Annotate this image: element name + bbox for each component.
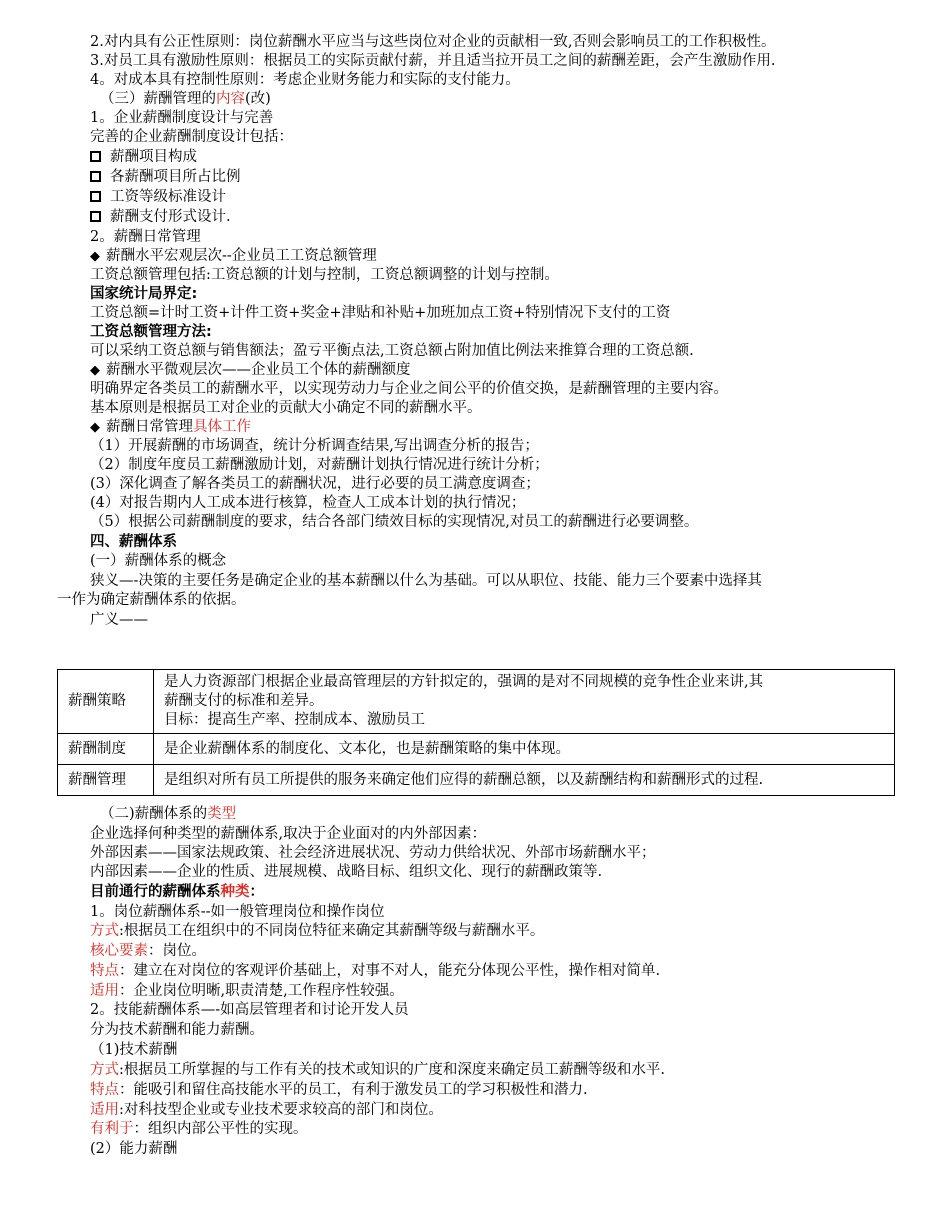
body-text: 内部因素——企业的性质、进展规模、战略目标、组织文化、现行的薪酬政策等. — [90, 864, 603, 880]
subsection-heading: (2）能力薪酬 — [90, 1141, 178, 1157]
table-value-line: 薪酬支付的标准和差异。 — [164, 693, 324, 709]
body-text: 工资总额=计时工资+计件工资+奖金+津贴和补贴+加班加点工资+特别情况下支付的工资 — [90, 305, 671, 321]
body-text: 工资总额管理包括:工资总额的计划与控制，工资总额调整的计划与控制。 — [90, 267, 559, 283]
subsection-1: 1。企业薪酬制度设计与完善 — [90, 110, 274, 126]
diamond-bullet-icon: ◆ — [90, 249, 100, 264]
diamond-item — [90, 247, 377, 266]
body-text: 广义—— — [90, 612, 148, 628]
body-text: 1。岗位薪酬体系--如一般管理岗位和操作岗位 — [90, 904, 385, 920]
body-text: 企业选择何种类型的薪酬体系,取决于企业面对的内外部因素： — [90, 826, 487, 842]
section-3-heading — [100, 90, 271, 109]
labeled-line — [90, 1061, 665, 1080]
heading-note: (改) — [245, 91, 271, 107]
heading-text: （二)薪酬体系的 — [100, 806, 208, 822]
field-label: 有利于 — [90, 1121, 134, 1137]
diamond-item-label: 薪酬日常管理 — [106, 419, 193, 435]
field-text: ：能吸引和留住高技能水平的员工，有利于激发员工的学习积极性和潜力. — [119, 1082, 588, 1098]
list-item — [90, 148, 197, 167]
checkbox-square-icon — [90, 171, 101, 182]
table-row — [58, 765, 895, 796]
field-text: :根据员工所掌握的与工作有关的技术或知识的广度和深度来确定员工薪酬等级和水平. — [119, 1062, 665, 1078]
body-text: 明确界定各类员工的薪酬水平，以实现劳动力与企业之间公平的价值交换，是薪酬管理的主要内容。 — [90, 381, 728, 397]
checkbox-square-icon — [90, 211, 101, 222]
checkbox-square-icon — [90, 191, 101, 202]
labeled-line — [90, 1101, 443, 1120]
table-value: 是企业薪酬体系的制度化、文本化，也是薪酬策略的集中体现。 — [154, 734, 895, 765]
field-label: 适用 — [90, 1102, 119, 1118]
body-text: 可以采纳工资总额与销售额法；盈亏平衡点法,工资总额占附加值比例法来推算合理的工资总额. — [90, 343, 694, 359]
task-item: (3）深化调查了解各类员工的薪酬状况，进行必要的员工满意度调查； — [90, 476, 540, 492]
body-text: 外部因素——国家法规政策、社会经济进展状况、劳动力供给状况、外部市场薪酬水平； — [90, 845, 656, 861]
field-text: :根据员工在组织中的不同岗位特征来确定其薪酬等级与薪酬水平。 — [119, 923, 545, 939]
field-text: ：企业岗位明晰,职责清楚,工作程序性较强。 — [119, 983, 404, 999]
list-item-label: 薪酬项目构成 — [110, 149, 197, 165]
principle-cost: 4。对成本具有控制性原则：考虑企业财务能力和实际的支付能力。 — [90, 72, 520, 88]
body-text: 分为技术薪酬和能力薪酬。 — [90, 1022, 264, 1038]
bold-heading: 国家统计局界定: — [90, 286, 198, 302]
field-label: 核心要素 — [90, 943, 148, 959]
intro-text: 完善的企业薪酬制度设计包括： — [90, 129, 293, 145]
task-item: （2）制度年度员工薪酬激励计划，对薪酬计划执行情况进行统计分析； — [90, 457, 549, 473]
table-value-line: 目标：提高生产率、控制成本、激励员工 — [164, 712, 425, 728]
field-text: ：建立在对岗位的客观评价基础上，对事不对人，能充分体现公平性，操作相对简单. — [119, 963, 661, 979]
table-value — [154, 670, 895, 734]
diamond-item — [90, 361, 411, 380]
diamond-item — [90, 418, 251, 437]
highlight-text: 种类 — [220, 884, 250, 900]
list-item — [90, 168, 241, 187]
list-item-label: 各薪酬项目所占比例 — [110, 169, 241, 185]
labeled-line — [90, 942, 206, 961]
labeled-line — [90, 982, 404, 1001]
labeled-line — [90, 922, 544, 941]
body-text: 基本原则是根据员工对企业的贡献大小确定不同的薪酬水平。 — [90, 400, 482, 416]
body-text: 2。技能薪酬体系—-如高层管理者和讨论开发人员 — [90, 1002, 409, 1018]
diamond-bullet-icon: ◆ — [90, 420, 100, 435]
subsection-heading: (一）薪酬体系的概念 — [90, 553, 227, 569]
table-row — [58, 734, 895, 765]
subsection-2: 2。薪酬日常管理 — [90, 229, 201, 245]
body-text: 一作为确定薪酬体系的依据。 — [57, 592, 246, 608]
field-text: ：岗位。 — [148, 943, 206, 959]
table-key: 薪酬管理 — [58, 765, 154, 796]
table-key: 薪酬制度 — [58, 734, 154, 765]
field-label: 方式 — [90, 923, 119, 939]
field-text: ：组织内部公平性的实现。 — [133, 1121, 308, 1137]
task-item: （1）开展薪酬的市场调查，统计分析调查结果,写出调查分析的报告； — [90, 438, 539, 454]
salary-concept-table — [57, 669, 895, 796]
table-value-line: 是人力资源部门根据企业最高管理层的方针拟定的，强调的是对不同规模的竞争性企业来讲,其 — [164, 674, 764, 690]
heading-text: （三）薪酬管理的 — [100, 91, 216, 107]
field-label: 适用 — [90, 983, 119, 999]
field-label: 特点 — [90, 1082, 119, 1098]
diamond-item-label: 薪酬水平宏观层次--企业员工工资总额管理 — [106, 248, 377, 264]
field-text: :对科技型企业或专业技术要求较高的部门和岗位。 — [119, 1102, 443, 1118]
heading-text: 目前通行的薪酬体系 — [90, 884, 221, 900]
principle-fairness: 2.对内具有公正性原则：岗位薪酬水平应当与这些岗位对企业的贡献相一致,否则会影响员工的工作积极性。 — [90, 34, 776, 50]
heading-colon: ： — [249, 884, 264, 900]
principle-incentive: 3.对员工具有激励性原则：根据员工的实际贡献付薪，并且适当拉开员工之间的薪酬差距，会产生激励作用. — [90, 53, 776, 69]
checkbox-square-icon — [90, 151, 101, 162]
list-item-label: 工资等级标准设计 — [110, 189, 226, 205]
diamond-item-label: 薪酬水平微观层次——企业员工个体的薪酬额度 — [106, 362, 411, 378]
highlight-text: 内容 — [216, 91, 245, 107]
diamond-bullet-icon: ◆ — [90, 363, 100, 378]
subsection-heading — [100, 805, 236, 824]
body-text: 狭义—-决策的主要任务是确定企业的基本薪酬以什么为基础。可以从职位、技能、能力三个要素中选择其 — [90, 573, 762, 589]
labeled-line — [90, 962, 660, 981]
bold-heading — [90, 883, 264, 902]
highlight-text: 类型 — [207, 806, 237, 822]
highlight-text: 具体工作 — [193, 419, 251, 435]
list-item — [90, 188, 226, 207]
bold-heading: 工资总额管理方法: — [90, 324, 212, 340]
list-item — [90, 208, 231, 227]
field-label: 特点 — [90, 963, 119, 979]
field-label: 方式 — [90, 1062, 119, 1078]
task-item: (4）对报告期内人工成本进行核算，检查人工成本计划的执行情况； — [90, 495, 526, 511]
list-item-label: 薪酬支付形式设计. — [110, 209, 231, 225]
labeled-line — [90, 1081, 588, 1100]
task-item: （5）根据公司薪酬制度的要求，结合各部门绩效目标的实现情况,对员工的薪酬进行必要调整。 — [90, 514, 699, 530]
subsection-heading: （1)技术薪酬 — [90, 1042, 178, 1058]
labeled-line — [90, 1120, 308, 1139]
table-row — [58, 670, 895, 734]
table-key: 薪酬策略 — [58, 670, 154, 734]
section-4-heading: 四、薪酬体系 — [90, 534, 177, 550]
table-value: 是组织对所有员工所提供的服务来确定他们应得的薪酬总额，以及薪酬结构和薪酬形式的过程. — [154, 765, 895, 796]
